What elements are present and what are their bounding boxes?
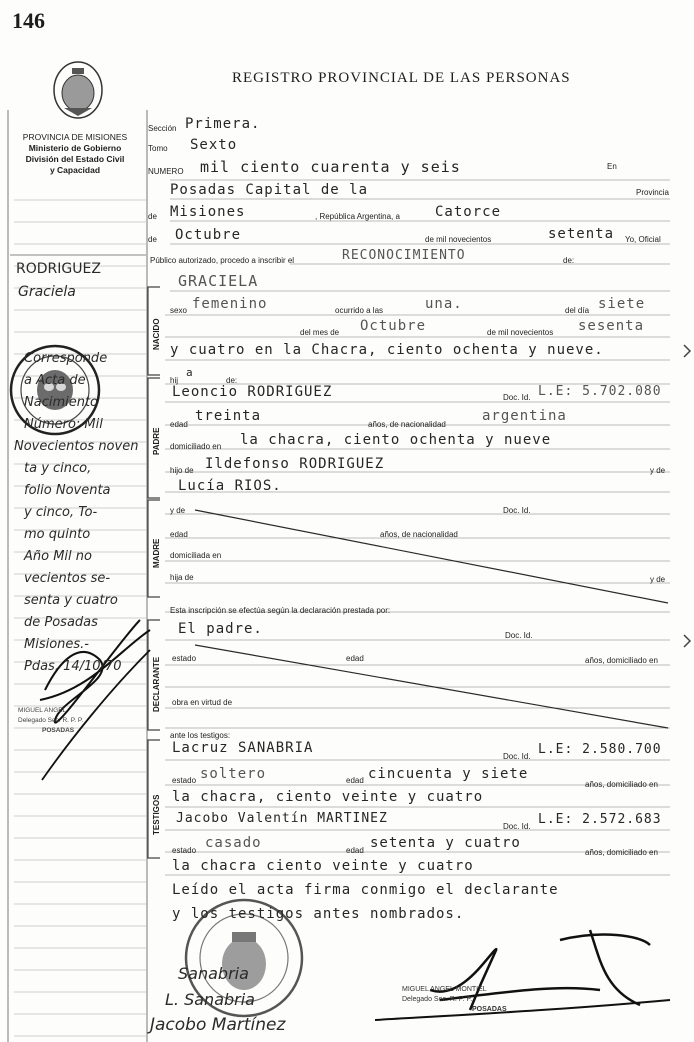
nacido-mes-value: Octubre — [360, 318, 427, 334]
margin-official-stamp — [18, 706, 83, 736]
padre-doc-value: L.E: 5.702.080 — [538, 384, 662, 399]
margin-line: a Acta de — [24, 373, 86, 388]
document-title: REGISTRO PROVINCIAL DE LAS PERSONAS — [232, 70, 571, 86]
en-label: En — [607, 162, 617, 171]
testigo1-edad-value: cincuenta y siete — [368, 766, 529, 782]
closing-line-1: Leído el acta firma conmigo el declarante — [172, 882, 559, 898]
madre-domicilio-label: domiciliada en — [170, 551, 222, 560]
stamp-line: POSADAS — [472, 1006, 507, 1013]
testigo2-doc-value: L.E: 2.572.683 — [538, 812, 662, 827]
margin-line: Número: Mil — [24, 417, 103, 432]
declarante-domicilio-label: años, domiciliado en — [585, 656, 658, 665]
republica-label: , República Argentina, a — [315, 212, 400, 221]
hij-de-label: de: — [226, 376, 238, 385]
testigo1-doc-label: Doc. Id. — [503, 752, 531, 761]
padre-nombre: Leoncio RODRIGUEZ — [172, 384, 333, 400]
margin-line: Año Mil no — [24, 549, 92, 564]
de-label: de — [148, 212, 157, 221]
margin-line: Misiones.- — [24, 637, 89, 652]
anio-label: de mil novecientos — [425, 235, 492, 244]
padre-edad-label: edad — [170, 420, 188, 429]
padre-padre-de: Ildefonso RODRIGUEZ — [205, 456, 385, 472]
numero-label: NUMERO — [148, 167, 184, 176]
de2-label: de — [148, 235, 157, 244]
madre-y-de-label: y de — [170, 506, 186, 515]
margin-line: y cinco, To- — [24, 505, 98, 520]
hora-value: una. — [425, 296, 463, 312]
page-number: 146 — [12, 8, 45, 33]
testigo2-domicilio-value: la chacra ciento veinte y cuatro — [172, 858, 474, 874]
margin-line: Nacimiento — [24, 395, 99, 410]
padre-domicilio-label: domiciliado en — [170, 442, 222, 451]
provincia-label: Provincia — [636, 188, 669, 197]
padre-doc-label: Doc. Id. — [503, 393, 531, 402]
margin-line: Novecientos noven — [14, 439, 139, 454]
seccion-label: Sección — [148, 124, 177, 133]
margin-line: senta y cuatro — [24, 593, 118, 608]
padre-nacionalidad-label: años, de nacionalidad — [368, 420, 446, 429]
declarante-estado-label: estado — [172, 654, 197, 663]
nacido-anio-label: de mil novecientos — [487, 328, 554, 337]
anio-value: setenta — [548, 226, 615, 242]
margin-surname: RODRIGUEZ — [16, 261, 101, 277]
sexo-value: femenino — [192, 296, 268, 312]
mes-value: Octubre — [175, 227, 242, 243]
ministry-division-2: y Capacidad — [49, 165, 101, 175]
official-stamp — [402, 985, 507, 1015]
margin-line: de Posadas — [24, 615, 98, 630]
stamp-line: Delegado Sec. R. P. P. — [402, 996, 473, 1003]
testigo1-edad-label: edad — [346, 776, 364, 785]
signature-1: Sanabria — [178, 964, 249, 983]
nacido-lugar: y cuatro en la Chacra, ciento ochenta y nueve. — [170, 342, 604, 358]
de3-label: de: — [563, 256, 575, 265]
stamp-line: MIGUEL ANGEL MONTIEL — [402, 986, 487, 993]
tomo-value: Sexto — [190, 137, 238, 153]
publico-label: Público autorizado, procedo a inscribir el — [150, 256, 295, 265]
stamp-line: MIGUEL ANGEL — [18, 707, 67, 714]
dia-value: Catorce — [435, 204, 502, 220]
oficial-label: Yo, Oficial — [625, 235, 661, 244]
testigo2-estado-value: casado — [205, 835, 262, 851]
closing-line-2: y los testigos antes nombrados. — [172, 906, 465, 922]
margin-line: Corresponde — [24, 351, 108, 366]
provincia-value: Misiones — [170, 204, 246, 220]
ministry-division: División del Estado Civil — [25, 154, 125, 164]
testigo2-nombre: Jacobo Valentín MARTINEZ — [176, 811, 388, 826]
section-declarante: DECLARANTE — [152, 656, 161, 712]
testigo2-doc-label: Doc. Id. — [503, 822, 531, 831]
declarante-intro: Esta inscripción se efectúa según la declaración prestada por: — [170, 606, 391, 615]
margin-line: vecientos se- — [24, 571, 111, 586]
section-madre: MADRE — [152, 538, 161, 568]
nacido-dia-value: siete — [598, 296, 646, 312]
hij-sufijo: a — [186, 366, 194, 379]
section-padre: PADRE — [152, 427, 161, 455]
padre-y-de-label: y de — [650, 466, 666, 475]
testigo1-estado-value: soltero — [200, 766, 267, 782]
ministry-province: PROVINCIA DE MISIONES — [22, 132, 128, 142]
margin-given-name: Graciela — [18, 284, 76, 300]
testigo2-domicilio-label: años, domiciliado en — [585, 848, 658, 857]
testigo2-edad-label: edad — [346, 846, 364, 855]
margin-line: mo quinto — [24, 527, 91, 542]
declarante-doc-label: Doc. Id. — [505, 631, 533, 640]
padre-edad-value: treinta — [195, 408, 262, 424]
signature-3: Jacobo Martínez — [150, 1015, 286, 1035]
dia-label: del día — [565, 306, 590, 315]
testigo2-edad-value: setenta y cuatro — [370, 835, 521, 851]
ministry-block — [0, 132, 150, 176]
margin-line: Pdas. 14/10/70 — [24, 659, 122, 674]
madre-y-de2-label: y de — [650, 575, 666, 584]
testigos-ante-label: ante los testigos: — [170, 731, 231, 740]
seccion-value: Primera. — [185, 116, 261, 132]
sexo-label: sexo — [170, 306, 187, 315]
tomo-label: Tomo — [148, 144, 168, 153]
ministry-name: Ministerio de Gobierno — [28, 143, 122, 153]
ocurrido-label: ocurrido a las — [335, 306, 384, 315]
section-testigos: TESTIGOS — [152, 794, 161, 835]
stamp-line: POSADAS — [42, 727, 75, 734]
declarante-obra-label: obra en virtud de — [172, 698, 233, 707]
testigo2-estado-label: estado — [172, 846, 197, 855]
declarante-nombre: El padre. — [178, 621, 263, 637]
nacido-nombre: GRACIELA — [178, 272, 259, 290]
section-nacido: NACIDO — [152, 318, 161, 350]
testigo1-estado-label: estado — [172, 776, 197, 785]
hij-label: hij — [170, 376, 179, 385]
margin-annotation — [14, 348, 139, 678]
madre-doc-label: Doc. Id. — [503, 506, 531, 515]
nacido-mes-label: del mes de — [300, 328, 340, 337]
testigo1-nombre: Lacruz SANABRIA — [172, 740, 314, 756]
testigo1-domicilio-value: la chacra, ciento veinte y cuatro — [172, 789, 484, 805]
padre-nacionalidad-value: argentina — [482, 408, 567, 424]
margin-line: ta y cinco, — [24, 461, 92, 476]
madre-nacionalidad-label: años, de nacionalidad — [380, 530, 458, 539]
padre-hijo-label: hijo de — [170, 466, 194, 475]
lugar-value: Posadas Capital de la — [170, 182, 369, 198]
numero-value: mil ciento cuarenta y seis — [200, 158, 461, 176]
signature-2: L. Sanabria — [165, 990, 255, 1009]
madre-edad-label: edad — [170, 530, 188, 539]
madre-hija-label: hija de — [170, 573, 194, 582]
nacido-anio-value: sesenta — [578, 318, 645, 334]
declarante-edad-label: edad — [346, 654, 364, 663]
testigo1-doc-value: L.E: 2.580.700 — [538, 742, 662, 757]
margin-line: folio Noventa — [24, 483, 111, 498]
acto-value: RECONOCIMIENTO — [342, 248, 466, 263]
stamp-line: Delegado Sec. R. P. P. — [18, 717, 84, 724]
coat-of-arms — [54, 62, 102, 118]
padre-domicilio-value: la chacra, ciento ochenta y nueve — [240, 432, 552, 448]
testigo1-domicilio-label: años, domiciliado en — [585, 780, 658, 789]
padre-madre-de: Lucía RIOS. — [178, 478, 282, 494]
